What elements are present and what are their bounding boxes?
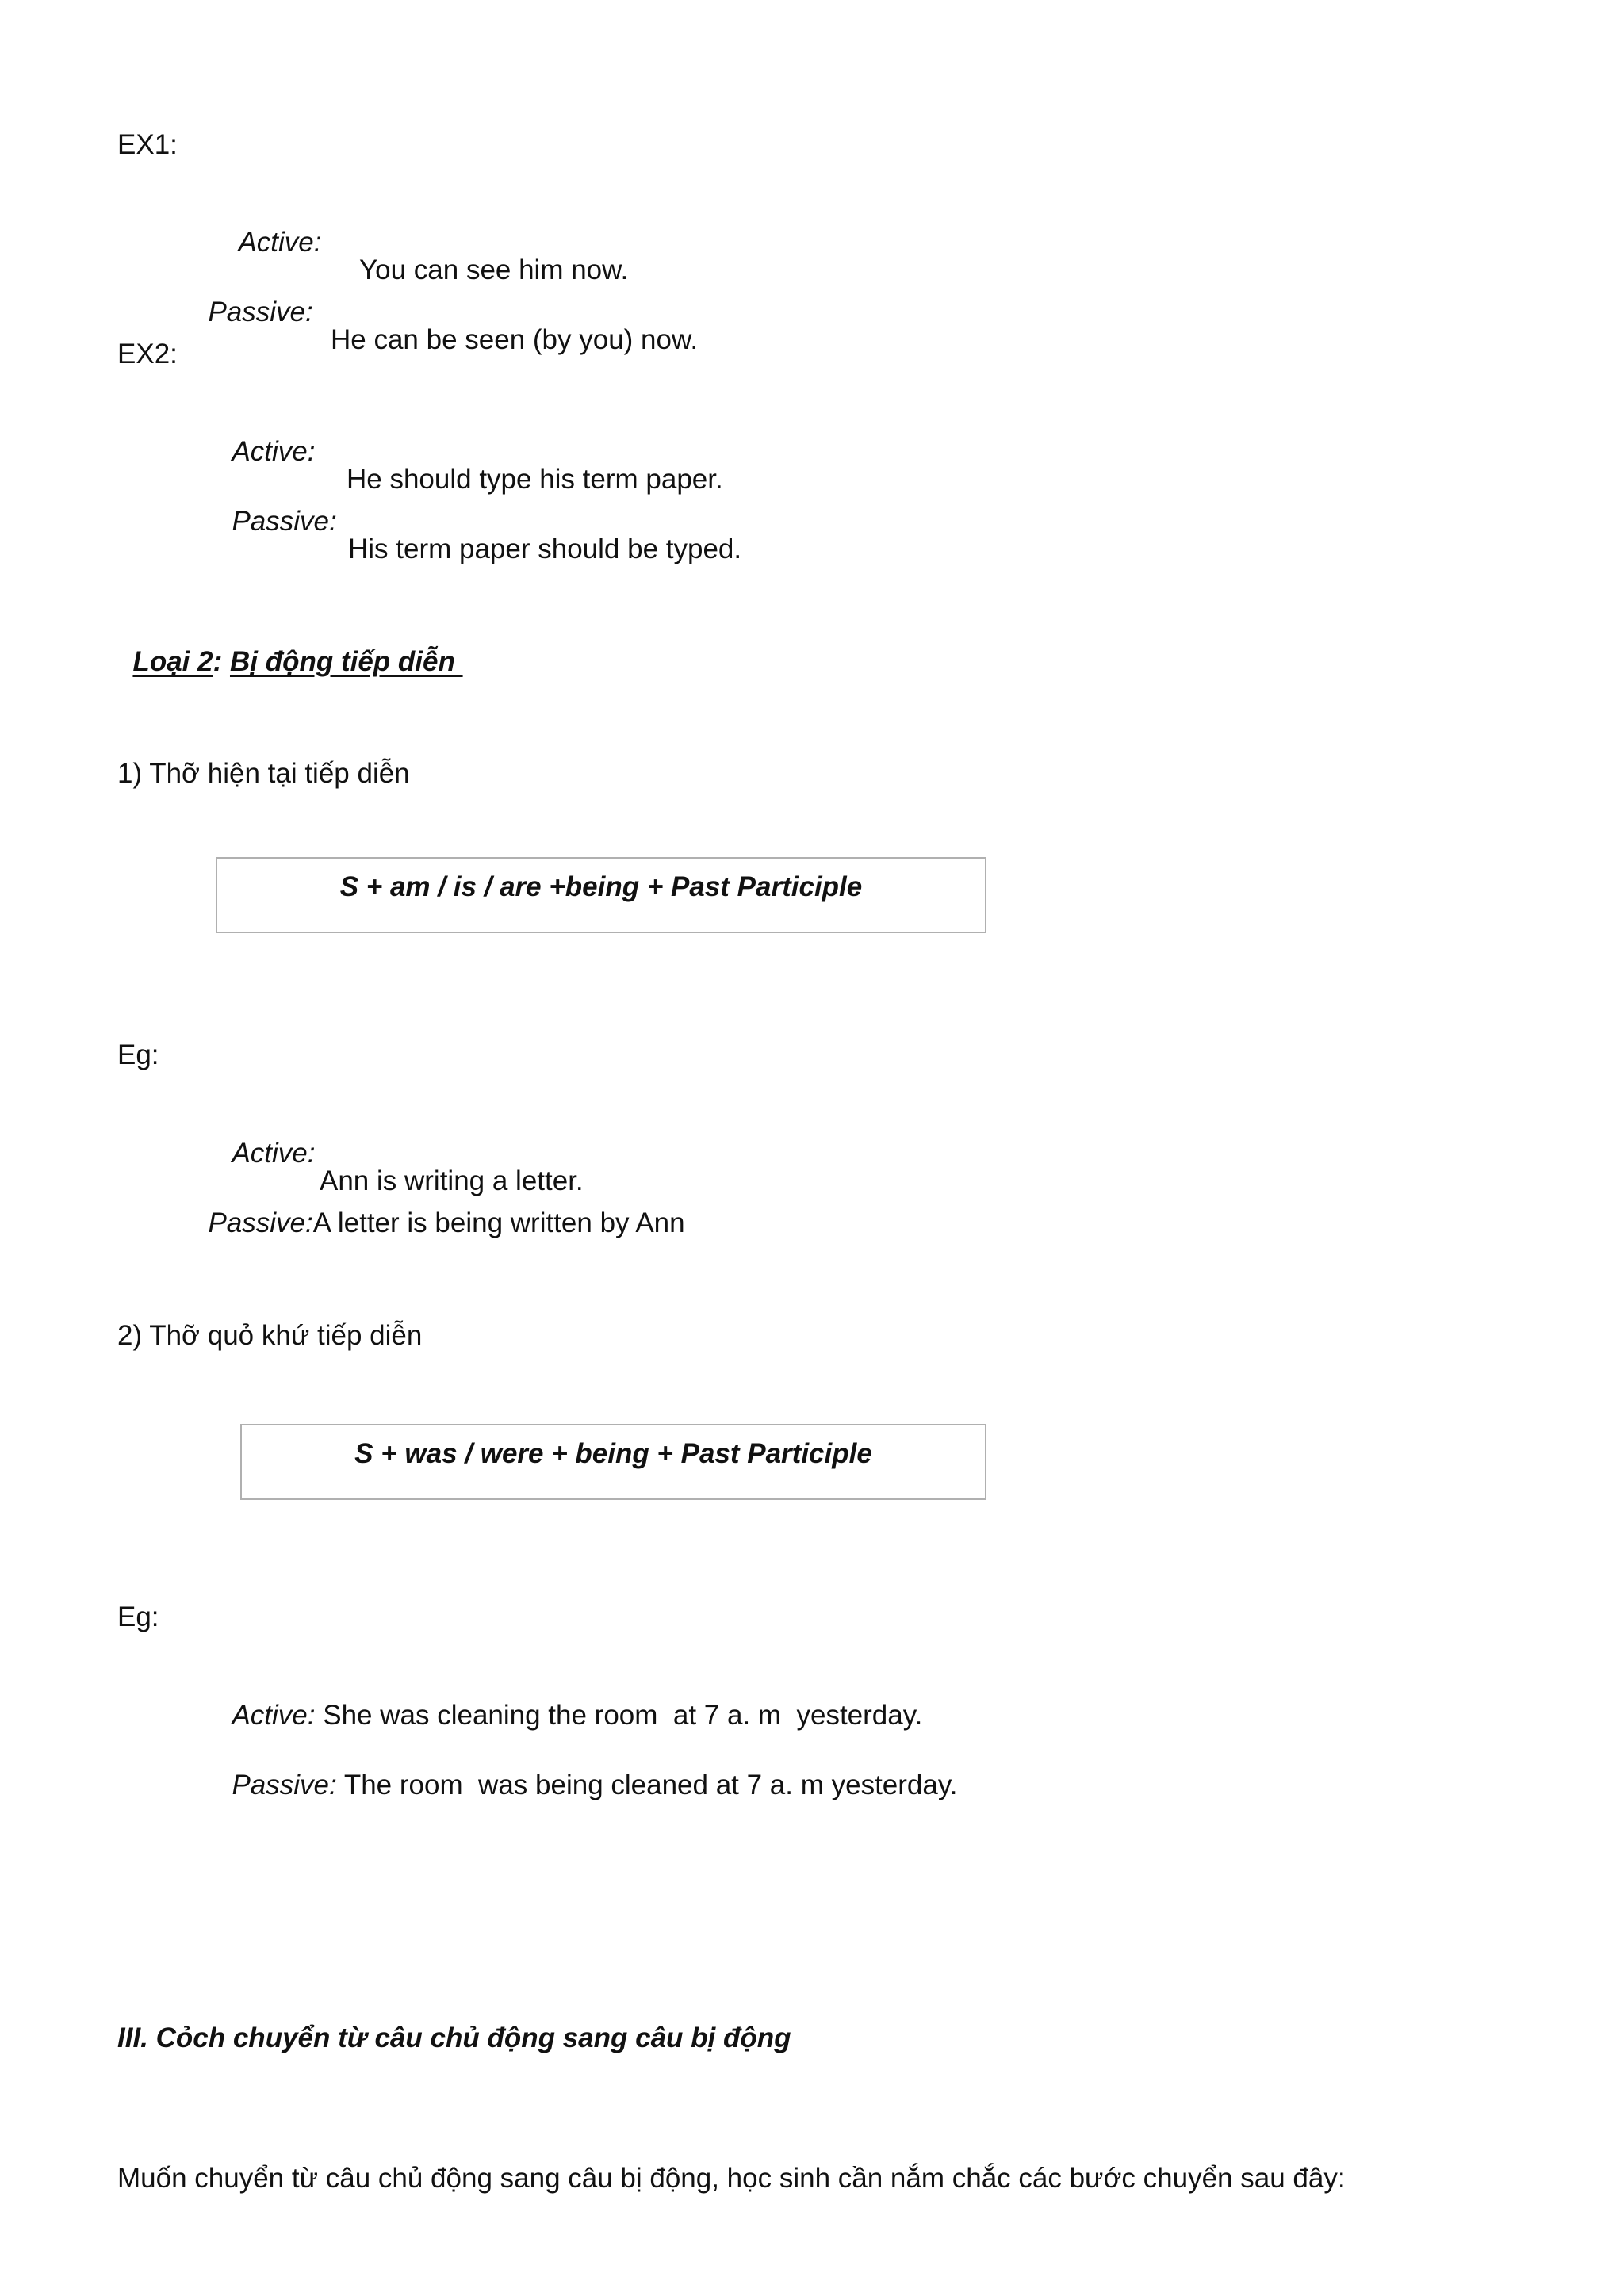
passive-label: Passive: (208, 297, 313, 327)
tense1-eg: Eg: (117, 1039, 159, 1070)
section3-heading: III. Cỏch chuyển từ câu chủ động sang câu bị động (117, 2022, 791, 2053)
active-label: Active: (238, 227, 322, 258)
ex2-title: EX2: (117, 339, 178, 369)
passive-sentence: His term paper should be typed. (348, 534, 742, 564)
type-name: Bị động tiếp diễn (229, 646, 463, 677)
ex2-passive-line (216, 480, 742, 564)
passive-sentence: He can be seen (by you) now. (331, 324, 699, 355)
active-sentence: He should type his term paper. (347, 464, 723, 495)
colon: : (213, 646, 223, 677)
active-sentence: She was cleaning the room at 7 a. m yesterday. (323, 1700, 923, 1731)
ex1-title: EX1: (117, 129, 178, 160)
tense2-active-line (216, 1674, 922, 1729)
tense2-formula-box: S + was / were + being + Past Participle (240, 1424, 986, 1500)
section-type2-heading (117, 620, 463, 675)
passive-sentence: The room was being cleaned at 7 a. m yesterday. (343, 1770, 958, 1800)
tense2-passive-line (216, 1743, 957, 1799)
tense1-heading: 1) Thỡ hiện tại tiếp diễn (117, 758, 410, 789)
active-label: Active: (232, 1700, 316, 1731)
active-label: Active: (232, 436, 316, 467)
type-number: Loại 2 (132, 646, 213, 677)
passive-label: Passive: (232, 506, 337, 537)
tense2-heading: 2) Thỡ quỏ khứ tiếp diễn (117, 1320, 423, 1351)
passive-sentence: A letter is being written by Ann (312, 1207, 685, 1238)
tense2-eg: Eg: (117, 1601, 159, 1632)
active-sentence: Ann is writing a letter. (320, 1165, 584, 1196)
section3-intro: Muốn chuyển từ câu chủ động sang câu bị động, học sinh cần nắm chắc các bước chuyển sau đây: (117, 2163, 1346, 2194)
tense1-formula-box: S + am / is / are +being + Past Participle (216, 857, 986, 933)
active-label: Active: (232, 1138, 316, 1169)
ex1-passive-line (193, 270, 699, 355)
tense1-passive-line (193, 1181, 685, 1237)
active-sentence: You can see him now. (359, 254, 629, 285)
passive-label: Passive: (232, 1770, 337, 1800)
passive-label: Passive: (208, 1207, 313, 1238)
